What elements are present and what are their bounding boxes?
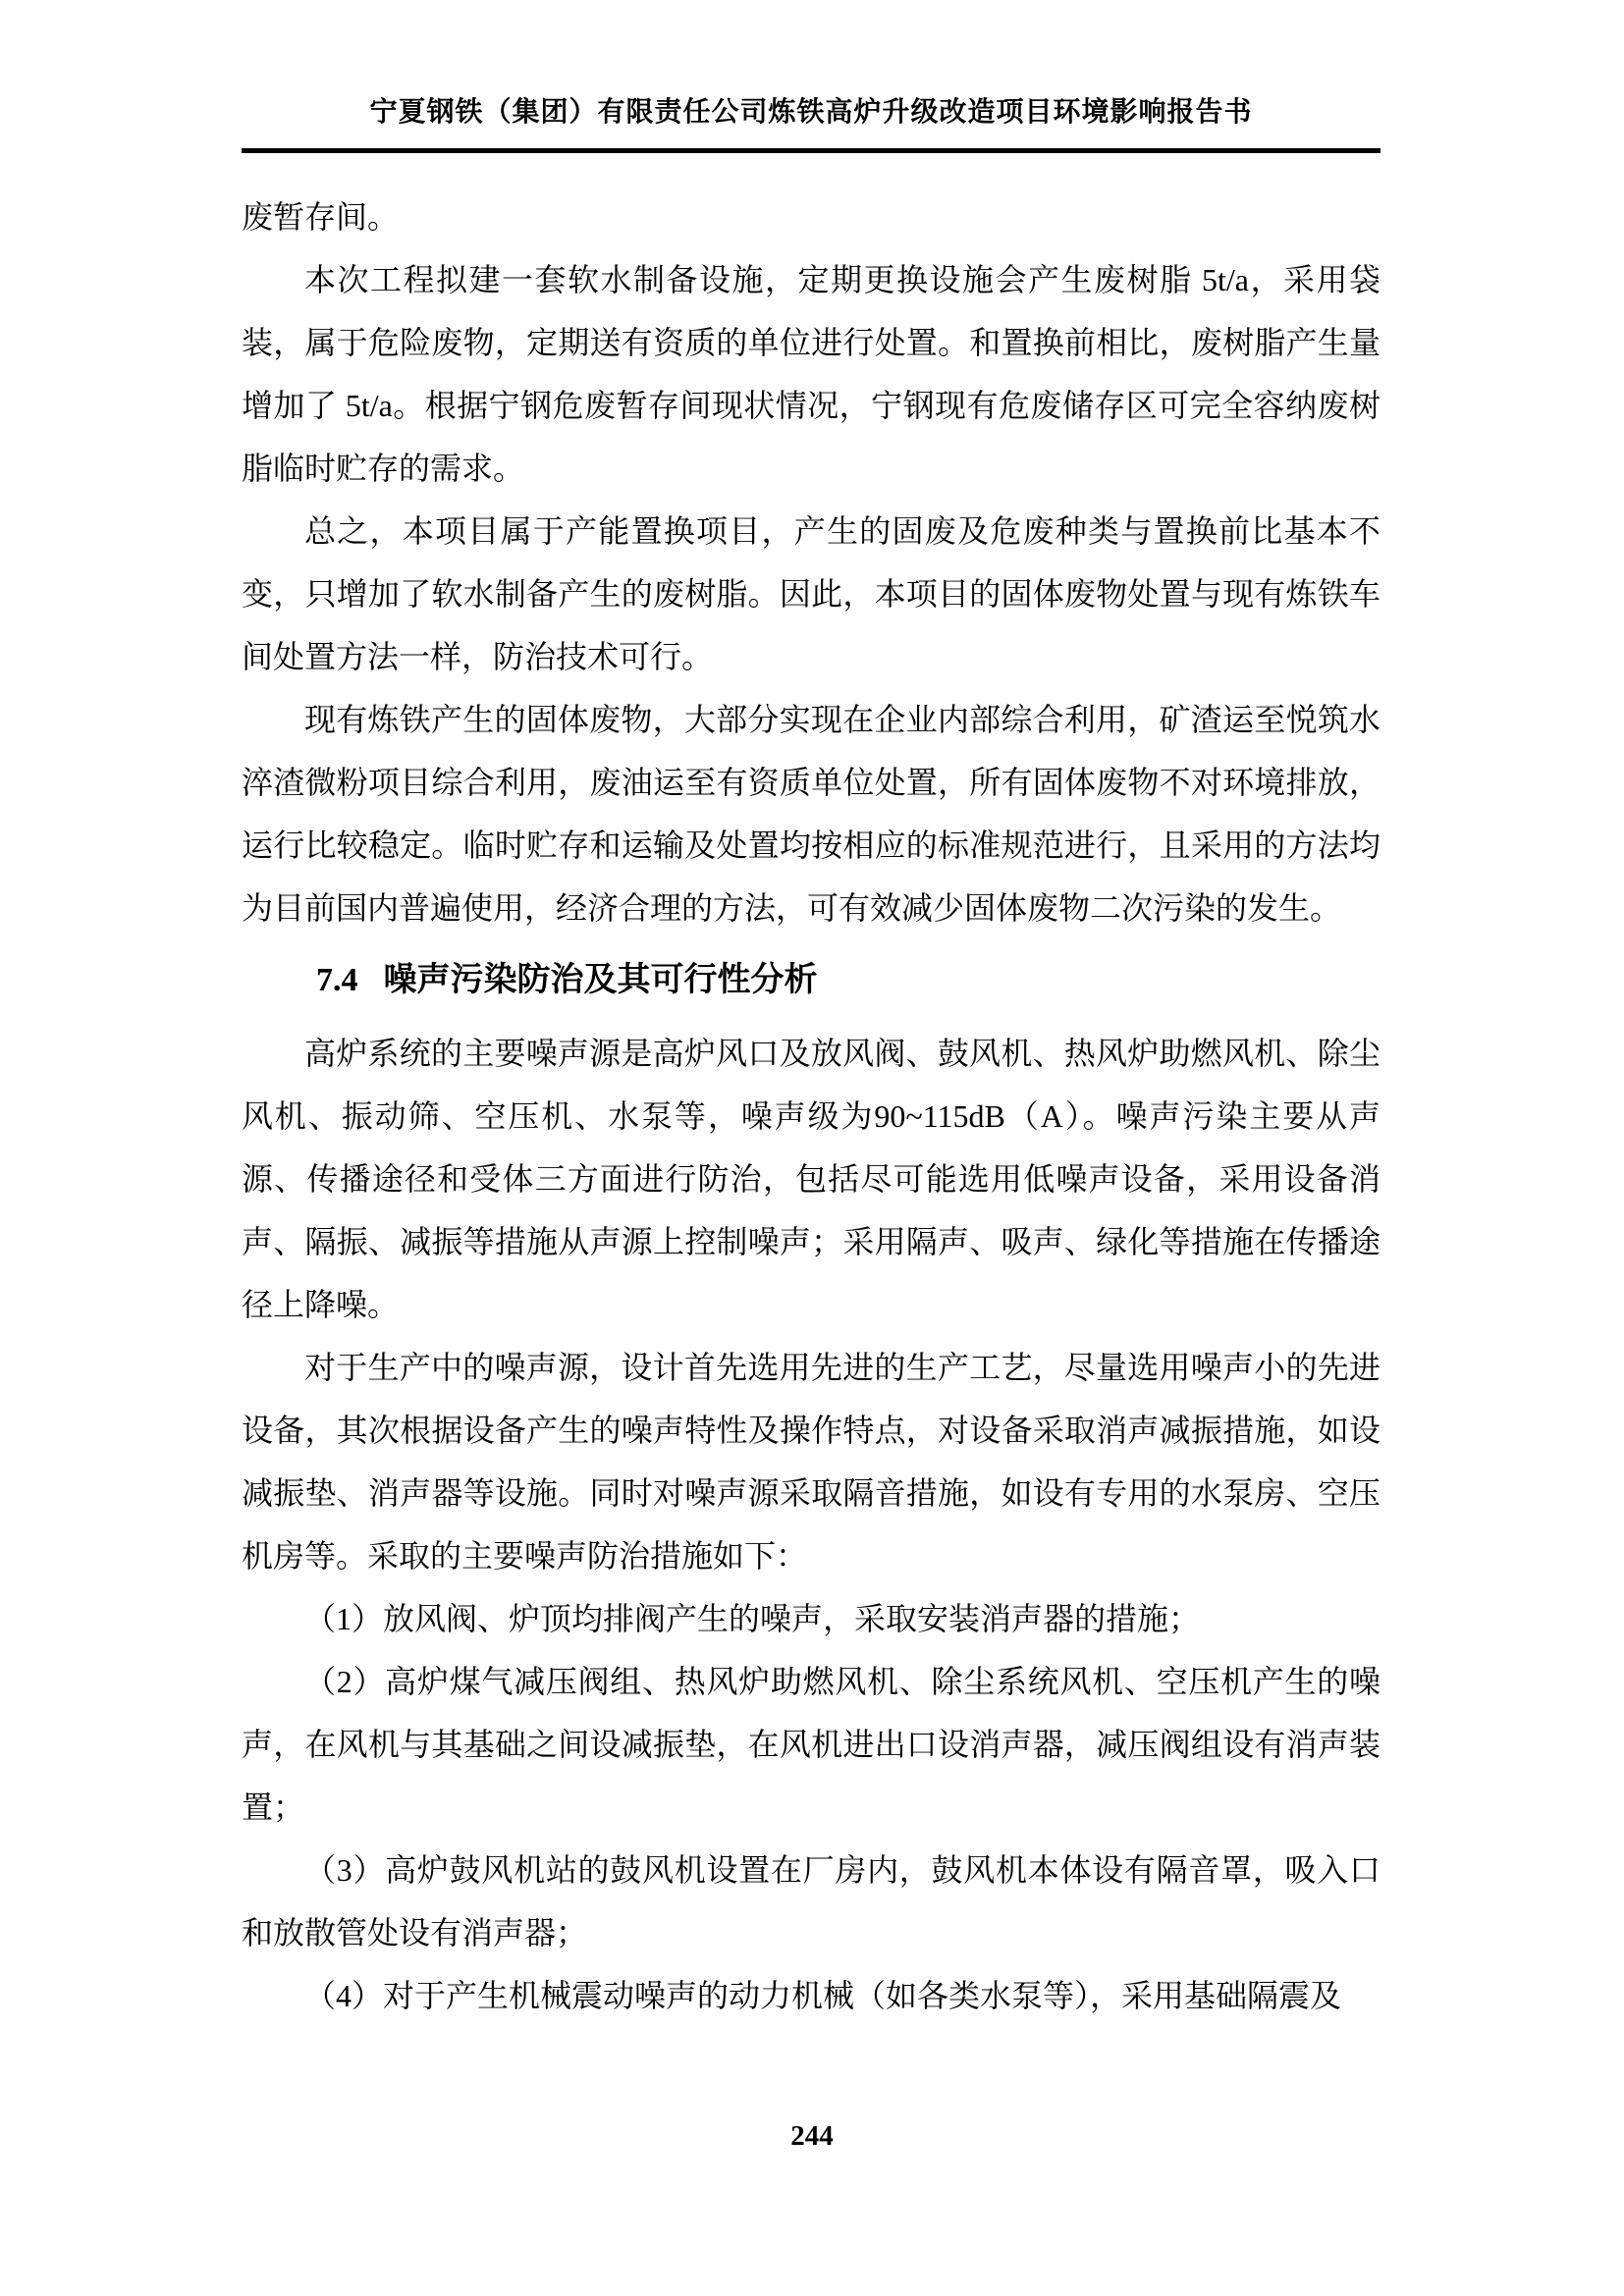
section-number: 7.4 xyxy=(316,962,358,998)
section-heading-title: 噪声污染防治及其可行性分析 xyxy=(383,962,818,998)
page-footer xyxy=(0,2118,1624,2154)
measure-item-paragraph: （2）高炉煤气减压阀组、热风炉助燃风机、除尘系统风机、空压机产生的噪声，在风机与其基础之间设减振垫，在风机进出口设消声器，减压阀组设有消声装置； xyxy=(242,1664,1380,1825)
measure-item-paragraph: （1）放风阀、炉顶均排阀产生的噪声，采取安装消声器的措施； xyxy=(304,1601,1201,1636)
report-title: 宁夏钢铁（集团）有限责任公司炼铁高炉升级改造项目环境影响报告书 xyxy=(369,97,1253,128)
body-paragraph: 总之，本项目属于产能置换项目，产生的固废及危废种类与置换前比基本不变，只增加了软水制备产生的废树脂。因此，本项目的固体废物处置与现有炼铁车间处置方法一样，防治技术可行。 xyxy=(242,513,1380,674)
section-heading xyxy=(242,949,1380,1012)
body-paragraph: 本次工程拟建一套软水制备设施，定期更换设施会产生废树脂 5t/a，采用袋装，属于危险废物，定期送有资质的单位进行处置。和置换前相比，废树脂产生量增加了 5t/a。根据宁钢危废暂存间现状情况，宁钢现有危废储存区可完全容纳废树脂临时贮存的需求。 xyxy=(242,262,1380,486)
content-area xyxy=(242,186,1380,2027)
body-paragraph: 现有炼铁产生的固体废物，大部分实现在企业内部综合利用，矿渣运至悦筑水淬渣微粉项目综合利用，废油运至有资质单位处置，所有固体废物不对环境排放，运行比较稳定。临时贮存和运输及处置均按相应的标准规范进行，且采用的方法均为目前国内普遍使用，经济合理的方法，可有效减少固体废物二次污染的发生。 xyxy=(242,702,1380,926)
measure-item-paragraph: （4）对于产生机械震动噪声的动力机械（如各类水泵等），采用基础隔震及 xyxy=(304,1978,1342,2013)
page-frame xyxy=(242,0,1380,2027)
page-number: 244 xyxy=(790,2120,834,2152)
body-paragraph: 废暂存间。 xyxy=(242,199,400,235)
body-paragraph: 对于生产中的噪声源，设计首先选用先进的生产工艺，尽量选用噪声小的先进设备，其次根据设备产生的噪声特性及操作特点，对设备采取消声减振措施，如设减振垫、消声器等设施。同时对噪声源采取隔音措施，如设有专用的水泵房、空压机房等。采取的主要噪声防治措施如下： xyxy=(242,1350,1380,1574)
body-paragraph: 高炉系统的主要噪声源是高炉风口及放风阀、鼓风机、热风炉助燃风机、除尘风机、振动筛、空压机、水泵等，噪声级为90~115dB（A）。噪声污染主要从声源、传播途径和受体三方面进行防治，包括尽可能选用低噪声设备，采用设备消声、隔振、减振等措施从声源上控制噪声；采用隔声、吸声、绿化等措施在传播途径上降噪。 xyxy=(242,1036,1380,1322)
header-divider xyxy=(242,148,1380,153)
page-header xyxy=(242,0,1380,153)
measure-item-paragraph: （3）高炉鼓风机站的鼓风机设置在厂房内，鼓风机本体设有隔音罩，吸入口和放散管处设有消声器； xyxy=(242,1852,1380,1950)
